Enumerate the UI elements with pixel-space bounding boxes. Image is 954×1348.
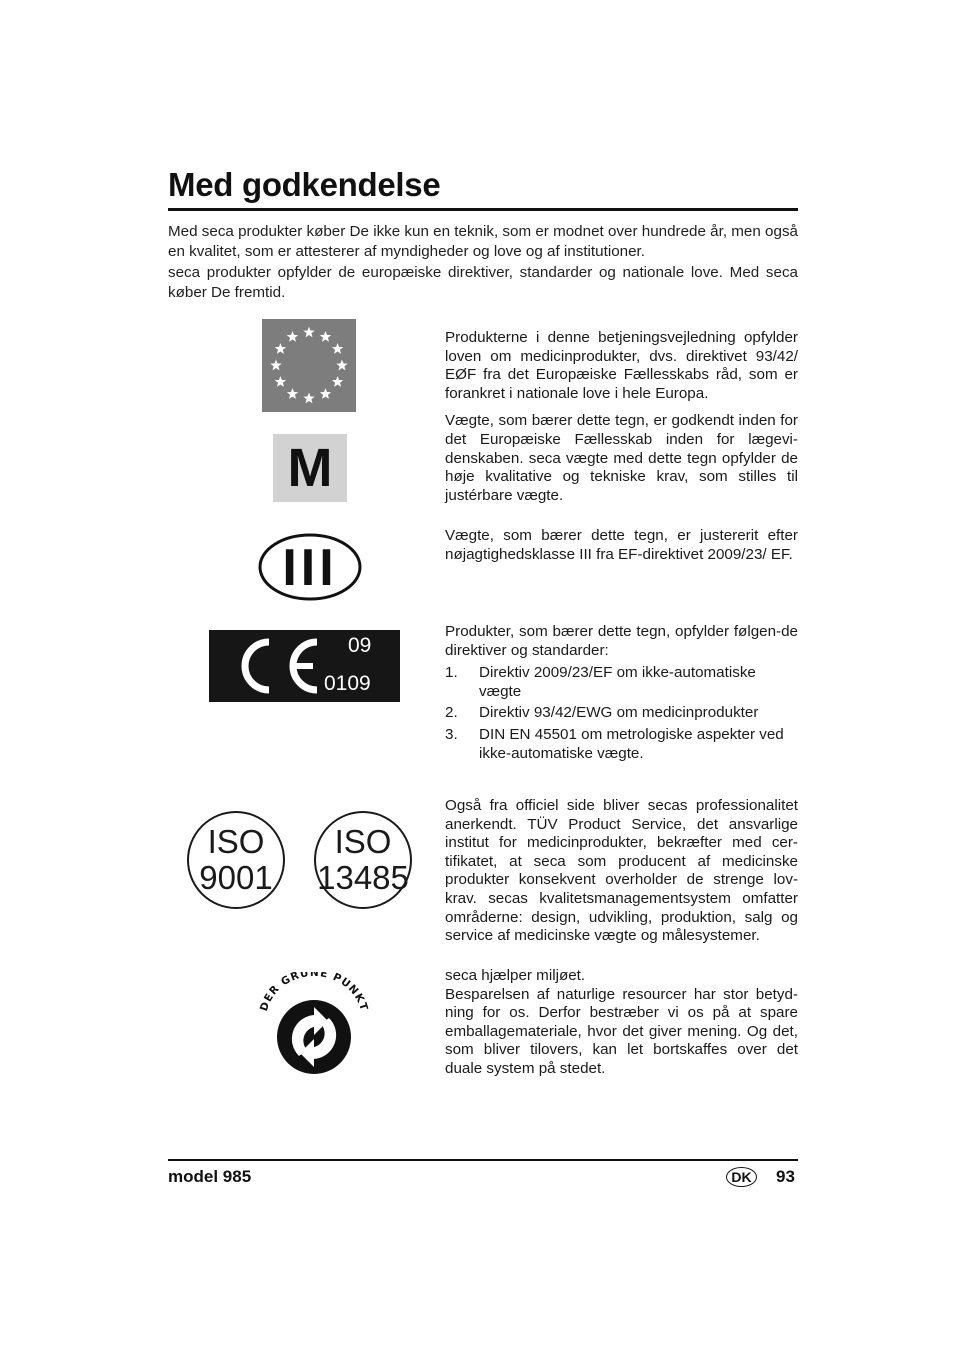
eu-stars-icon: [262, 319, 356, 412]
class-iii-text: III: [282, 539, 338, 597]
eu-text: Produkterne i denne betjeningsvejledning opfylder loven om medicinprodukter, dvs. direktivet 93/42/ EØF fra det Europæiske Fællesskabs råd, som er forankret i nationale love i hele Europa.: [445, 329, 798, 402]
accuracy-class-iii-logo: [258, 533, 362, 601]
green-text-1: seca hjælper miljøet.: [445, 967, 586, 984]
m-text: Vægte, som bærer dette tegn, er godkendt inden for det Europæiske Fællesskab inden for lægevi-denskaben. seca vægte med dette tegn opfylder de høje kvalitative og tekniske krav, som stilles til justérbare vægte.: [445, 412, 798, 504]
language-badge: DK: [726, 1167, 757, 1187]
page-title: Med godkendelse: [168, 166, 441, 203]
eu-star: [332, 376, 343, 387]
recycle-arrows-icon: [252, 972, 374, 1078]
green-text-2: Besparelsen af naturlige resourcer har stor betyd-ning for os. Derfor bestræber vi os på at spare emballagemateriale, hvor det giver mening. Og det, som bliver tilovers, kan let bortskaffes over det duale system på stedet.: [445, 985, 798, 1077]
green-section: [445, 967, 798, 1079]
eu-star: [275, 376, 286, 387]
title-divider: [168, 208, 798, 211]
ce-directive-list: [445, 664, 798, 763]
iii-section: [445, 527, 798, 564]
eu-star: [320, 388, 331, 399]
eu-star: [287, 388, 298, 399]
eu-star: [275, 343, 286, 354]
eu-stars-logo: [262, 319, 356, 412]
ce-section: [445, 623, 798, 766]
footer-divider: [168, 1159, 798, 1161]
eu-star: [287, 331, 298, 342]
footer-model: model 985: [168, 1167, 252, 1186]
iso-13485-logo: ISO 13485: [314, 811, 412, 909]
eu-star: [303, 327, 314, 338]
ce-intro: Produkter, som bærer dette tegn, opfylder følgen-de direktiver og standarder:: [445, 623, 798, 659]
eu-star: [332, 343, 343, 354]
eu-star: [270, 360, 281, 371]
iso-section: [445, 797, 798, 946]
intro-paragraph-2: seca produkter opfylder de europæiske direktiver, standarder og nationale love. Med seca køber De fremtid.: [168, 263, 798, 302]
class-iii-oval-icon: [258, 533, 362, 601]
list-item: 1. Direktiv 2009/23/EF om ikke-automatiske vægte: [445, 664, 756, 700]
iso-text: Også fra officiel side bliver secas professionalitet anerkendt. TÜV Product Service, det ansvarlige institut for medicinprodukter, bekræfter med cer-tifikatet, at seca som producent af medicinske produkter konsekvent overholder de strenge lov-krav. secas kvalitetsmanagementsystem omfatter områderne: design, udvikling, produktion, salg og service af medicinske vægte og målesystemer.: [445, 797, 798, 945]
ce-mark-icon: [233, 638, 323, 694]
green-dot-logo: [252, 972, 374, 1078]
list-item: 2. Direktiv 93/42/EWG om medicinprodukter: [445, 704, 759, 722]
iso-9001-logo: ISO 9001: [187, 811, 285, 909]
eu-star: [336, 360, 347, 371]
eu-section: [445, 329, 798, 505]
intro-text: [168, 222, 798, 304]
iii-text: Vægte, som bærer dette tegn, er justererit efter nøjagtighedsklasse III fra EF-direktivet 2009/23/ EF.: [445, 527, 798, 563]
eu-star: [320, 331, 331, 342]
ce-number-top: 09: [348, 634, 372, 657]
page-number: 93: [776, 1167, 795, 1186]
ce-mark-logo: [209, 630, 400, 702]
ce-number-bottom: 0109: [324, 672, 371, 695]
eu-star: [303, 393, 314, 404]
intro-paragraph-1: Med seca produkter køber De ikke kun en teknik, som er modnet over hundrede år, men også en kvalitet, som er attesterer af myndigheder og love og af institutioner.: [168, 223, 798, 261]
m-metrology-logo: M: [273, 434, 347, 502]
list-item: 3. DIN EN 45501 om metrologiske aspekter ved ikke-automatiske vægte.: [445, 725, 784, 762]
green-dot-text: DER GRÜNE PUNKT: [258, 972, 370, 1013]
